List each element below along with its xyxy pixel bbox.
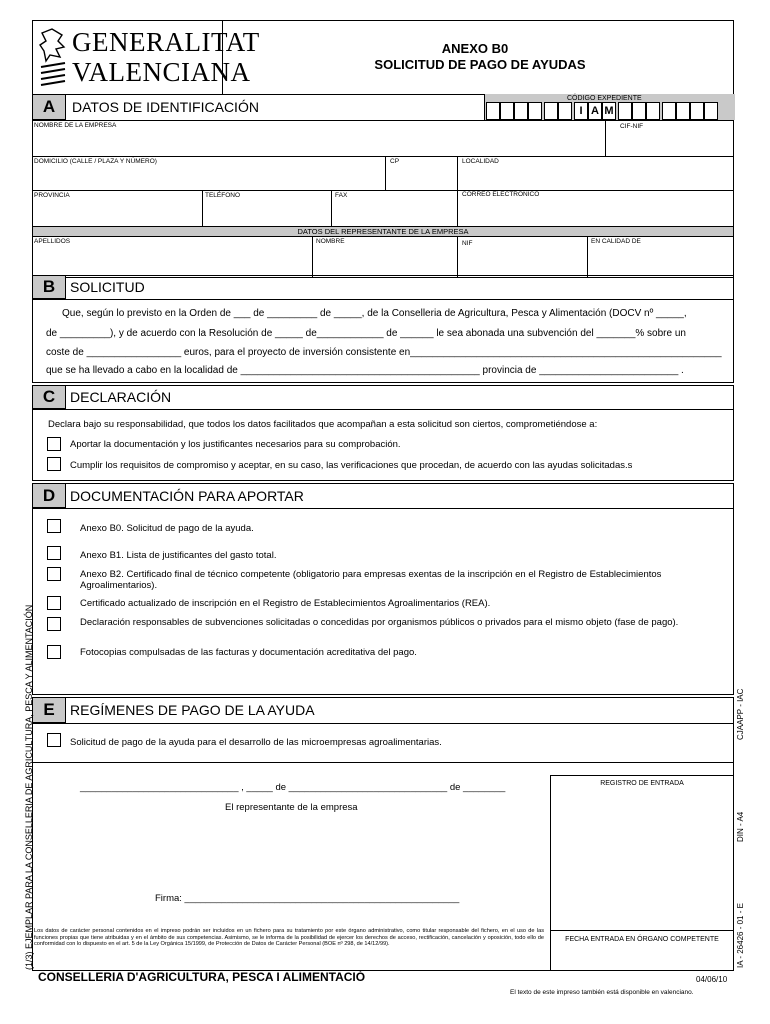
codigo-expediente-cell[interactable] [558, 102, 572, 120]
valenciano-note: El texto de este impreso también está disponible en valenciano. [510, 989, 694, 996]
codigo-expediente-cell[interactable] [662, 102, 676, 120]
localidad-label: LOCALIDAD [462, 158, 499, 165]
codigo-expediente-cell[interactable]: I [574, 102, 588, 120]
representante-header-text: DATOS DEL REPRESENTANTE DE LA EMPRESA [297, 227, 469, 236]
doc-item-4: Certificado actualizado de inscripción en el Registro de Establecimientos Agroalimentarios (REA). [80, 598, 491, 609]
nombre-empresa-field[interactable] [33, 130, 603, 154]
nombre-field[interactable] [313, 246, 456, 276]
domicilio-label: DOMICILIO (CALLE / PLAZA Y NÚMERO) [34, 158, 157, 165]
regimen-checkbox[interactable] [47, 733, 61, 747]
section-e-title: REGÍMENES DE PAGO DE LA AYUDA [70, 702, 315, 718]
footer-date: 04/06/10 [696, 975, 728, 984]
codigo-expediente-cell[interactable] [632, 102, 646, 120]
logo-line2: VALENCIANA [72, 57, 251, 87]
codigo-expediente-cell[interactable] [486, 102, 500, 120]
logo-line1: GENERALITAT [72, 27, 260, 57]
section-c-title: DECLARACIÓN [70, 389, 172, 405]
fecha-entrada-label: FECHA ENTRADA EN ÓRGANO COMPETENTE [565, 936, 719, 943]
codigo-expediente-cell[interactable]: M [602, 102, 616, 120]
section-e-letter: E [32, 697, 66, 723]
doc-item-3: Anexo B2. Certificado final de técnico competente (obligatorio para empresas exentas de la inscripción en el Registro de Establecimientos Agroalimentarios). [80, 569, 662, 591]
side-left-text: (1/3) EJEMPLAR PARA LA CONSELLERIA DE AGRICULTURA, PESCA Y ALIMENTACIÓN [24, 604, 34, 970]
registro-entrada-box[interactable] [551, 790, 733, 928]
provincia-field[interactable] [33, 200, 201, 224]
declaracion-checkbox-1[interactable] [47, 437, 61, 451]
nif-label: NIF [462, 240, 473, 247]
codigo-expediente-cell[interactable] [544, 102, 558, 120]
apellidos-field[interactable] [33, 246, 311, 276]
section-b-title: SOLICITUD [70, 279, 145, 295]
fax-field[interactable] [332, 200, 456, 224]
domicilio-field[interactable] [33, 166, 383, 188]
side-right-bottom: IA - 26426 - 01 - E [736, 903, 745, 968]
codigo-expediente-cell[interactable] [514, 102, 528, 120]
section-c-letter: C [32, 385, 66, 409]
doc-checkbox-1[interactable] [47, 519, 61, 533]
declaracion-item-1: Aportar la documentación y los justificantes necesarios para su comprobación. [70, 439, 401, 450]
provincia-label: PROVINCIA [34, 192, 70, 199]
privacy-notice: Los datos de carácter personal contenidos en el impreso podrán ser incluidos en un fichero para su tratamiento por este órgano administrativo, como titular responsable del fichero, en el uso de las funciones propias que tiene atribuidas y en el ámbito de sus competencias. Asimismo, se le informa de la posibilidad de ejercer los derechos de acceso, rectificación, cancelación y oposición, todo ello de conformidad con lo dispuesto en el art. 5 de la Ley Orgánica 15/1999, de Protección de Datos de Carácter Personal (BOE nº 298, de 14/12/99). [34, 928, 544, 948]
doc-item-6: Fotocopias compulsadas de las facturas y documentación acreditativa del pago. [80, 647, 417, 658]
cp-label: CP [390, 158, 400, 165]
solicitud-line-1[interactable]: Que, según lo previsto en la Orden de ___ de _________ de _____, de la Conselleria de Agricultura, Pesca y Alimentación (DOCV nº _____, [62, 308, 687, 319]
codigo-expediente-cell[interactable] [500, 102, 514, 120]
solicitud-line-3[interactable]: coste de _________________ euros, para el proyecto de inversión consistente en________________________________________________________ [46, 347, 722, 358]
representante-header [33, 227, 733, 237]
nif-field[interactable] [458, 246, 586, 276]
doc-item-1: Anexo B0. Solicitud de pago de la ayuda. [80, 523, 254, 534]
side-right-top: CJAAPP - IAC [736, 688, 745, 740]
codigo-expediente-cell[interactable] [676, 102, 690, 120]
correo-label: CORREO ELECTRÓNICO [462, 191, 540, 198]
solicitud-line-4[interactable]: que se ha llevado a cabo en la localidad de ___________________________________________ provincia de _________________________ . [46, 365, 684, 376]
cif-nif-field[interactable] [606, 130, 733, 154]
calidad-field[interactable] [588, 246, 733, 276]
codigo-expediente-label: CÓDIGO EXPEDIENTE [567, 95, 642, 102]
apellidos-label: APELLIDOS [34, 238, 71, 245]
correo-field[interactable] [458, 200, 733, 224]
side-right-mid: DIN - A4 [736, 811, 745, 842]
cif-nif-label: CIF-NIF [620, 123, 644, 130]
localidad-field[interactable] [458, 166, 733, 188]
codigo-expediente-cell[interactable] [704, 102, 718, 120]
section-a-letter: A [32, 94, 66, 120]
nombre-empresa-label: NOMBRE DE LA EMPRESA [34, 122, 117, 129]
declaracion-intro: Declara bajo su responsabilidad, que todos los datos facilitados que acompañan a esta solicitud son ciertos, comprometiéndose a: [48, 419, 598, 430]
codigo-expediente-cell[interactable] [690, 102, 704, 120]
codigo-expediente-cell[interactable] [528, 102, 542, 120]
section-a-title: DATOS DE IDENTIFICACIÓN [72, 99, 259, 115]
conselleria-footer: CONSELLERIA D'AGRICULTURA, PESCA I ALIMENTACIÓ [38, 970, 366, 984]
doc-checkbox-5[interactable] [47, 617, 61, 631]
anexo-label: ANEXO B0 [441, 41, 509, 56]
representante-label: El representante de la empresa [225, 802, 358, 813]
codigo-expediente-cell[interactable]: A [588, 102, 602, 120]
declaracion-item-2: Cumplir los requisitos de compromiso y aceptar, en su caso, las verificaciones que procedan, de acuerdo con las ayudas solicitadas.s [70, 460, 633, 471]
section-d-title: DOCUMENTACIÓN PARA APORTAR [70, 488, 304, 504]
doc-item-5: Declaración responsables de subvenciones solicitadas o concedidas por organismos públicos o privados para el mismo objeto (fase de pago). [80, 617, 679, 628]
doc-checkbox-3[interactable] [47, 567, 61, 581]
signature-date-line[interactable]: ______________________________ , _____ de ______________________________ de ________ [80, 782, 506, 793]
bat-emblem-icon [38, 27, 68, 89]
firma-line[interactable]: Firma: ____________________________________________________ [155, 893, 460, 904]
section-d-letter: D [32, 483, 66, 508]
telefono-label: TELÉFONO [205, 192, 241, 199]
declaracion-checkbox-2[interactable] [47, 457, 61, 471]
codigo-expediente-cell[interactable] [646, 102, 660, 120]
calidad-label: EN CALIDAD DE [591, 238, 641, 245]
solicitud-line-2[interactable]: de _________), y de acuerdo con la Resolución de _____ de____________ de ______ le sea abonada una subvención del _______% sobre un [46, 328, 686, 339]
doc-checkbox-2[interactable] [47, 546, 61, 560]
fecha-entrada-box[interactable] [551, 946, 733, 970]
fax-label: FAX [335, 192, 348, 199]
doc-checkbox-6[interactable] [47, 645, 61, 659]
telefono-field[interactable] [203, 200, 330, 224]
codigo-expediente-cell[interactable] [618, 102, 632, 120]
cp-field[interactable] [386, 166, 456, 188]
doc-checkbox-4[interactable] [47, 596, 61, 610]
nombre-label: NOMBRE [316, 238, 345, 245]
page-title: SOLICITUD DE PAGO DE AYUDAS [374, 57, 586, 72]
section-b-letter: B [32, 275, 66, 299]
doc-item-2: Anexo B1. Lista de justificantes del gasto total. [80, 550, 277, 561]
regimen-item: Solicitud de pago de la ayuda para el desarrollo de las microempresas agroalimentarias. [70, 737, 442, 748]
registro-entrada-label: REGISTRO DE ENTRADA [600, 780, 684, 787]
generalitat-logo [38, 25, 260, 91]
codigo-expediente-cells[interactable] [486, 102, 732, 120]
